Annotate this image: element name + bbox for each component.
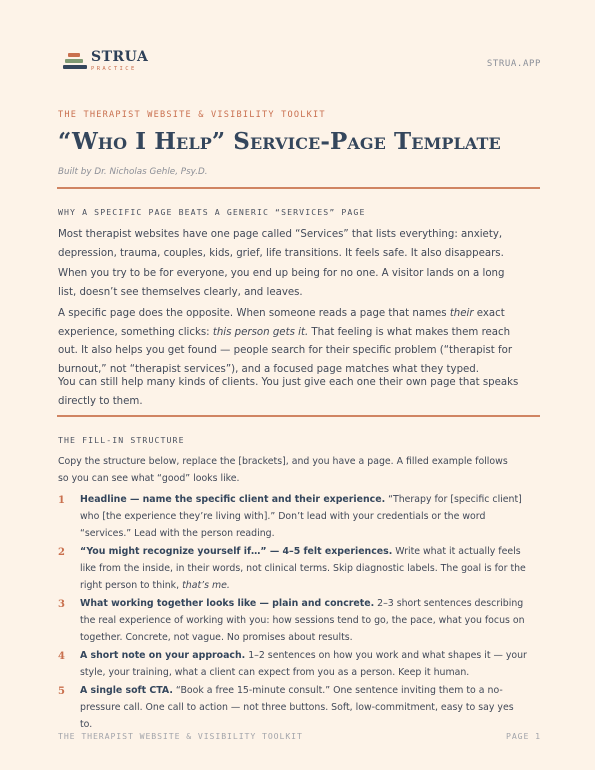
step-number: 1 bbox=[58, 495, 65, 506]
brand-logo bbox=[63, 50, 148, 73]
list-item: 1 Headline — name the specific client and their experience. “Therapy for [specific client] who [the experience they’re living with].” Don’t lead with your credentials or the word “services.” Lead with the person reading. bbox=[58, 494, 522, 539]
list-item: 3 What working together looks like — plain and concrete. 2–3 short sentences describing the real experience of working with you: how sessions tend to go, the pace, what you focus on together. Concrete, not vague. No promises about results. bbox=[58, 598, 525, 643]
list-item: 4 A short note on your approach. 1–2 sentences on how you work and what shapes it — your style, your training, what a client can expect from you as a person. Keep it human. bbox=[58, 650, 527, 678]
page-title: “Who I Help” Service-Page Template bbox=[58, 128, 501, 155]
paragraph-services: Most therapist websites have one page called “Services” that lists everything: anxiety, depression, trauma, couples, kids, grief, life transitions. It feels safe. It also disappears. bbox=[58, 229, 504, 259]
list-item: 2 “You might recognize yourself if…” — 4–5 felt experiences. Write what it actually feels like from the inside, in their words, not clinical terms. Skip diagnostic labels. The goal is for the right person to think, that’s me. bbox=[58, 546, 526, 591]
paragraph-everyone: When you try to be for everyone, you end up being for no one. A visitor lands on a long list, doesn’t see themselves clearly, and leaves. bbox=[58, 268, 505, 298]
page-number: PAGE 1 bbox=[506, 731, 541, 741]
step-number: 5 bbox=[58, 686, 65, 697]
stacked-bars-logo-icon bbox=[63, 51, 87, 71]
author-byline: Built by Dr. Nicholas Gehle, Psy.D. bbox=[58, 167, 208, 177]
divider-rule bbox=[57, 415, 540, 417]
footer-toolkit-name: THE THERAPIST WEBSITE & VISIBILITY TOOLKIT bbox=[58, 731, 303, 741]
section-label-why: WHY A SPECIFIC PAGE BEATS A GENERIC “SERVICES” PAGE bbox=[58, 207, 366, 217]
step-number: 3 bbox=[58, 599, 65, 610]
step-number: 2 bbox=[58, 547, 65, 558]
step-number: 4 bbox=[58, 651, 65, 662]
paragraph-many-clients: You can still help many kinds of clients. You just give each one their own page that speaks directly to them. bbox=[58, 377, 519, 407]
divider-rule bbox=[57, 187, 540, 189]
toolkit-kicker: THE THERAPIST WEBSITE & VISIBILITY TOOLKIT bbox=[58, 110, 326, 120]
structure-steps-list bbox=[58, 491, 528, 733]
structure-intro: Copy the structure below, replace the [brackets], and you have a page. A filled example follows so you can see what “good” looks like. bbox=[58, 456, 508, 484]
site-url: STRUA.APP bbox=[486, 59, 541, 69]
brand-name: STRUA bbox=[91, 49, 149, 65]
paragraph-specific-page: A specific page does the opposite. When someone reads a page that names their exact experience, something clicks: this person gets it. That feeling is what makes them reach out. It also helps you get found — people search for their specific problem (“therapist for burnout,” not “therapist services”), and a focused page matches what they typed. bbox=[58, 308, 513, 375]
section-label-structure: THE FILL-IN STRUCTURE bbox=[58, 435, 185, 445]
brand-subtitle: PRACTICE bbox=[91, 66, 137, 72]
list-item: 5 A single soft CTA. “Book a free 15-minute consult.” One sentence inviting them to a no-pressure call. One call to action — not three buttons. Soft, low-commitment, easy to say yes to. bbox=[58, 685, 514, 730]
